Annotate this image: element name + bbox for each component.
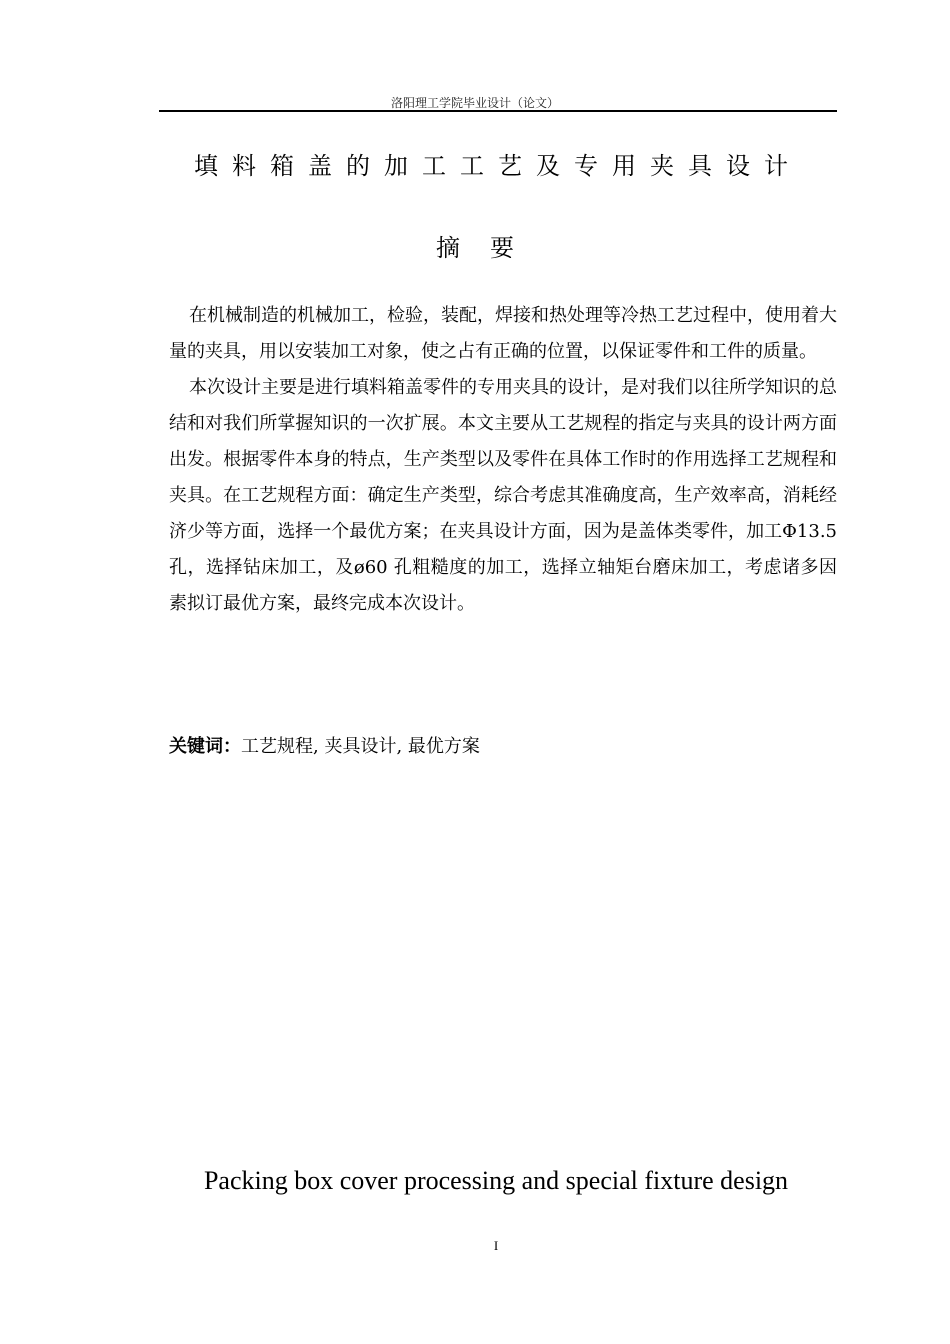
running-header: 洛阳理工学院毕业设计（论文） — [390, 96, 559, 110]
keywords-value: 工艺规程, 夹具设计, 最优方案 — [241, 736, 480, 757]
thesis-title: 填料箱盖的加工工艺及专用夹具设计 — [194, 152, 802, 180]
header-rule — [159, 110, 837, 112]
page-number: I — [493, 1238, 499, 1253]
keywords-label: 关键词： — [169, 736, 241, 757]
keywords-line — [169, 734, 837, 760]
english-title: Packing box cover processing and special fixture design — [203, 1166, 789, 1195]
abstract-paragraph-1: 在机械制造的机械加工，检验，装配，焊接和热处理等冷热工艺过程中，使用着大量的夹具，用以安装加工对象，使之占有正确的位置，以保证零件和工件的质量。 — [169, 305, 837, 362]
abstract-heading: 摘要 — [436, 234, 544, 262]
abstract-body — [169, 298, 837, 622]
abstract-paragraph-2: 本次设计主要是进行填料箱盖零件的专用夹具的设计，是对我们以往所学知识的总结和对我们所掌握知识的一次扩展。本文主要从工艺规程的指定与夹具的设计两方面出发。根据零件本身的特点，生产类型以及零件在具体工作时的作用选择工艺规程和夹具。在工艺规程方面：确定生产类型，综合考虑其准确度高，生产效率高，消耗经济少等方面，选择一个最优方案；在夹具设计方面，因为是盖体类零件，加工Φ13.5孔，选择钻床加工，及ø60 孔粗糙度的加工，选择立轴矩台磨床加工，考虑诸多因素拟订最优方案，最终完成本次设计。 — [169, 377, 837, 614]
